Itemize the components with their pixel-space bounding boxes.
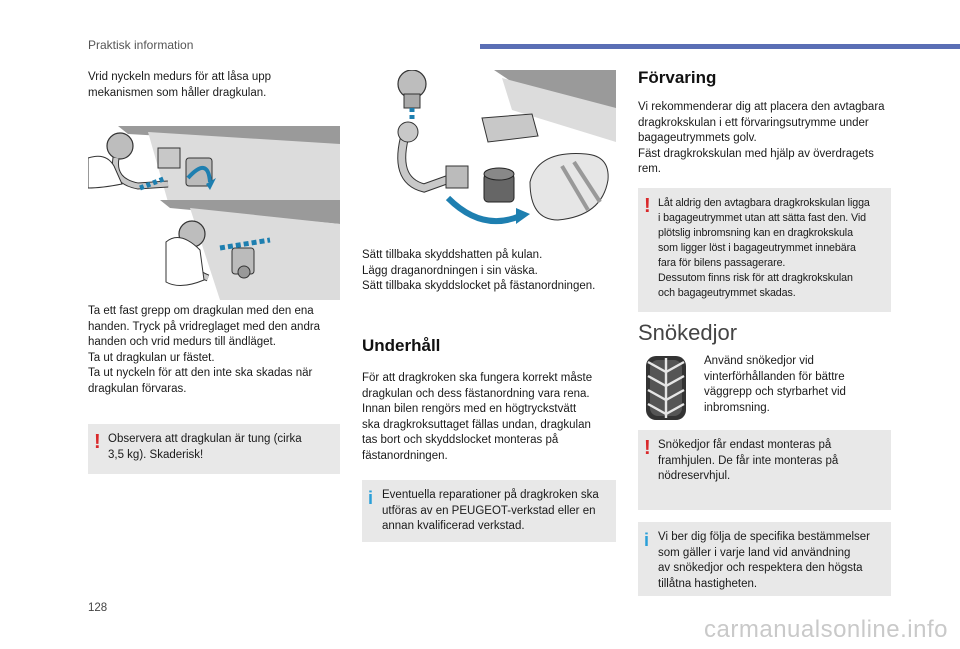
illustration-unlock-key: [88, 126, 340, 202]
illustration-store-ball: [362, 70, 616, 238]
storage-title: Förvaring: [638, 68, 717, 87]
snow-chain-icon: [640, 352, 692, 424]
warning-icon: !: [644, 437, 651, 459]
col1-steps: Ta ett fast grepp om dragkulan med den ena handen. Tryck på vridreglaget med den andra handen och vrid medurs till ändläget. Ta ut dragkulan ur fästet. Ta ut nyckeln för att den inte ska skadas när dragkulan förvaras.: [88, 305, 321, 395]
info-text: Vi ber dig följa de specifika bestämmelser som gäller i varje land vid användning av snökedjor och respektera den högsta tillåtna hastigheten.: [658, 531, 871, 590]
info-box-repairs: [362, 480, 616, 542]
header-accent-bar: [480, 44, 960, 49]
warning-box-weight: [88, 424, 340, 474]
col2-refit: Sätt tillbaka skyddshatten på kulan. Lägg draganordningen i sin väska. Sätt tillbaka skyddslocket på fästanordningen.: [362, 249, 596, 293]
chains-title: Snökedjor: [638, 320, 738, 345]
warning-text: Snökedjor får endast monteras på framhjulen. De får inte monteras på nödreservhjul.: [658, 439, 839, 483]
info-box-chains: [638, 522, 891, 596]
watermark: carmanualsonline.info: [704, 616, 948, 643]
warning-text: Observera att dragkulan är tung (cirka 3,5 kg). Skaderisk!: [108, 433, 302, 461]
page-number: 128: [88, 602, 108, 614]
warning-box-chains: [638, 430, 891, 510]
maintenance-title: Underhåll: [362, 336, 441, 355]
maintenance-text: För att dragkroken ska fungera korrekt måste dragkulan och dess fästanordning vara rena. Innan bilen rengörs med en högtryckstvätt ska dragkroksuttaget fällas undan, dragkulan tas bort och skyddslocket monteras på fästanordningen.: [362, 372, 593, 462]
col1-intro: Vrid nyckeln medurs för att låsa upp mekanismen som håller dragkulan.: [88, 71, 272, 99]
warning-icon: !: [94, 431, 101, 453]
info-icon: i: [368, 488, 374, 508]
warning-text: Låt aldrig den avtagbara dragkrokskulan ligga i bagageutrymmet utan att sätta fast den. Vid plötslig inbromsning kan en dragkrokskula som ligger löst i bagageutrymmet innebära fara för bilens passagerare. Dessutom finns risk för att dragkrokskulan och bagageutrymmet skadas.: [658, 197, 870, 299]
info-text: Eventuella reparationer på dragkroken ska utföras av en PEUGEOT-verkstad eller en annan kvalificerad verkstad.: [382, 489, 599, 533]
chains-text: Använd snökedjor vid vinterförhållanden för bättre väggrepp och styrbarhet vid inbromsning.: [704, 355, 846, 414]
info-icon: i: [644, 530, 650, 550]
illustration-remove-ball: [160, 200, 340, 300]
header-label: Praktisk information: [88, 38, 194, 52]
warning-icon: !: [644, 195, 651, 217]
warning-box-storage: [638, 188, 891, 312]
storage-text: Vi rekommenderar dig att placera den avtagbara dragkrokskulan i ett förvaringsutrymme under bagageutrymmets golv. Fäst dragkrokskulan med hjälp av överdragets rem.: [638, 101, 885, 176]
